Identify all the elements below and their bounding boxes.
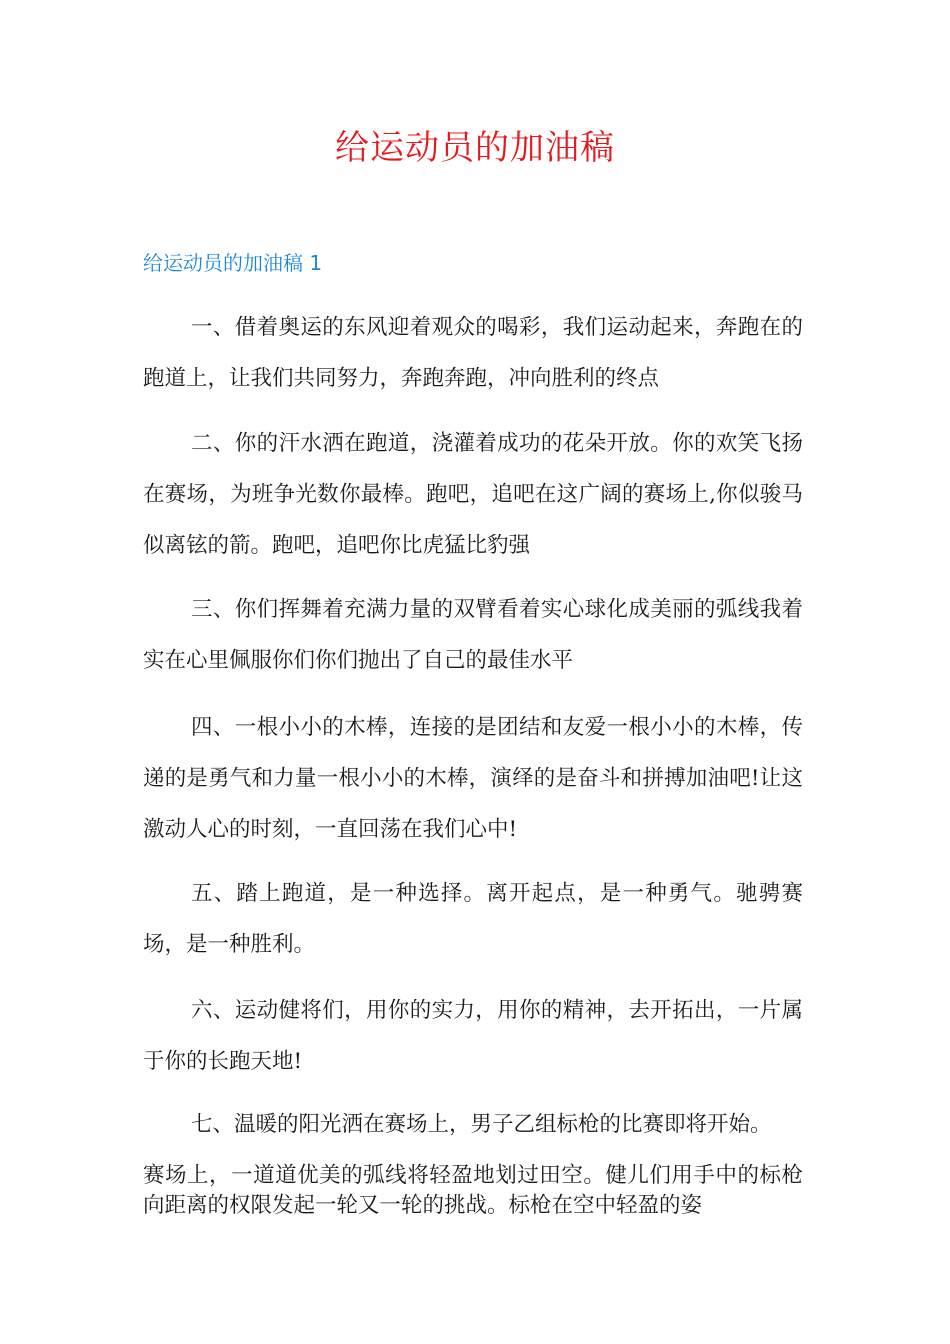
document-title: 给运动员的加油稿 (335, 128, 615, 168)
paragraph-7 (143, 1110, 803, 1221)
paragraph-2: 二、你的汗水洒在跑道，浇灌着成功的花朵开放。你的欢笑飞扬在赛场，为班争光数你最棒。跑吧，追吧在这广阔的赛场上,你似骏马似离铉的箭。跑吧，追吧你比虎猛比豹强 (143, 431, 803, 558)
paragraph-5: 五、踏上跑道，是一种选择。离开起点，是一种勇气。驰骋赛场，是一种胜利。 (143, 881, 803, 957)
paragraph-3: 三、你们挥舞着充满力量的双臂看着实心球化成美丽的弧线我着实在心里佩服你们你们抛出了自己的最佳水平 (143, 597, 803, 673)
paragraph-4: 四、一根小小的木棒，连接的是团结和友爱一根小小的木棒，传递的是勇气和力量一根小小的木棒，演绎的是奋斗和拼搏加油吧!让这激动人心的时刻，一直回荡在我们心中! (143, 715, 803, 842)
paragraph-6: 六、运动健将们，用你的实力，用你的精神，去开拓出，一片属于你的长跑天地! (143, 998, 803, 1074)
paragraph-1: 一、借着奥运的东风迎着观众的喝彩，我们运动起来，奔跑在的跑道上，让我们共同努力，奔跑奔跑，冲向胜利的终点 (143, 315, 803, 391)
paragraph-7-first-line: 七、温暖的阳光洒在赛场上，男子乙组标枪的比赛即将开始。 (191, 1112, 772, 1137)
paragraph-7-rest: 赛场上，一道道优美的弧线将轻盈地划过田空。健儿们用手中的标枪向距离的权限发起一轮又一轮的挑战。标枪在空中轻盈的姿 (143, 1163, 803, 1218)
section-heading: 给运动员的加油稿 1 (143, 251, 323, 275)
